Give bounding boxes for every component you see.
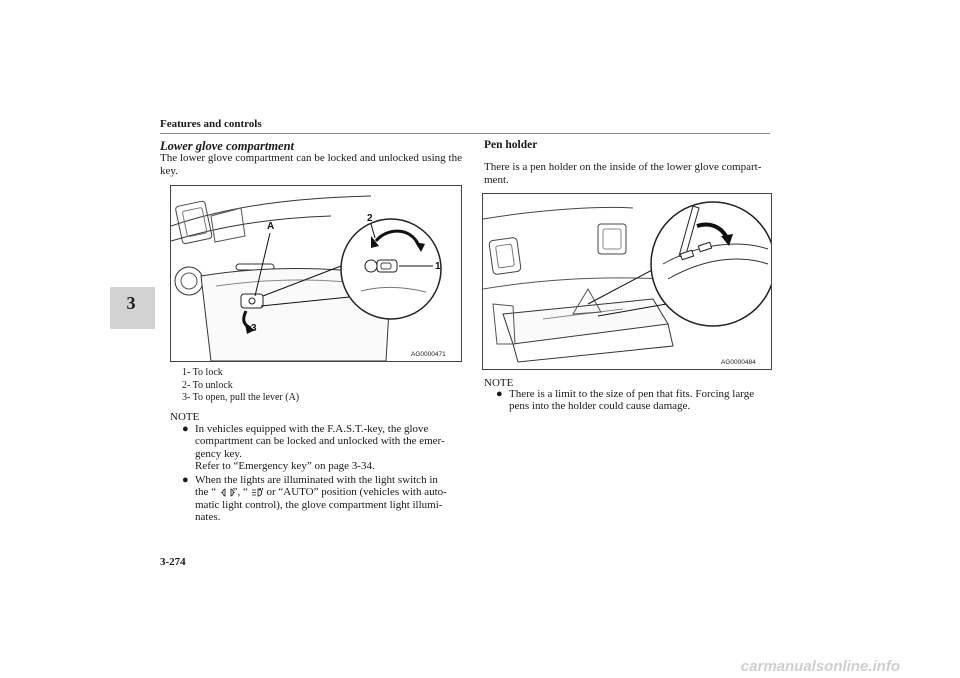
headlamp-icon	[252, 488, 264, 500]
note-label: NOTE	[170, 411, 200, 423]
running-header: Features and controls	[160, 118, 262, 130]
figure-code-471: AG0000471	[411, 351, 446, 358]
note-line: In vehicles equipped with the F.A.S.T.-key, the glove	[195, 423, 429, 435]
figure-lower-glove	[170, 185, 462, 362]
note-item	[182, 423, 462, 472]
intro-line: ment.	[484, 173, 509, 186]
chapter-tab-number: 3	[126, 293, 136, 313]
bullet-icon: ●	[182, 423, 189, 435]
note-line: There is a limit to the size of pen that fits. Forcing large	[509, 388, 755, 400]
illustration-glove-lock	[171, 186, 461, 361]
note-line: nates.	[195, 510, 221, 523]
callout-3: 3	[251, 323, 257, 334]
intro-line: There is a pen holder on the inside of the lower glove compart-	[484, 161, 762, 173]
note-line: pens into the holder could cause damage.	[509, 400, 691, 413]
note-item	[496, 388, 770, 413]
figure-pen-holder	[482, 193, 772, 370]
note-label: NOTE	[484, 377, 514, 389]
callout-2: 2	[367, 213, 373, 224]
note-line: Refer to “Emergency key” on page 3-34.	[195, 459, 375, 472]
legend-item: 2- To unlock	[182, 379, 233, 391]
legend-item: 3- To open, pull the lever (A)	[182, 392, 300, 403]
header-rule	[160, 133, 770, 134]
position-lamp-icon	[221, 488, 235, 500]
callout-a: A	[267, 221, 275, 232]
note-line-text: the “ ”, “ ” or “AUTO” position (vehicles with auto-	[195, 486, 447, 499]
illustration-pen-holder	[483, 194, 771, 369]
section-title-lower-glove: Lower glove compartment	[160, 139, 295, 153]
note-line	[195, 486, 462, 498]
bullet-icon: ●	[182, 474, 189, 486]
watermark: carmanualsonline.info	[740, 658, 900, 675]
intro-lower-glove: The lower glove compartment can be locked and unlocked using the key.	[160, 152, 462, 177]
note-line: gency key.	[195, 447, 242, 460]
figure-code-484: AG0000484	[721, 359, 756, 366]
note-line: matic light control), the glove compartment light illumi-	[195, 498, 443, 511]
figure-legend	[182, 367, 299, 405]
intro-pen-holder	[484, 161, 770, 186]
note-line: When the lights are illuminated with the light switch in	[195, 474, 438, 486]
page-number: 3-274	[160, 556, 186, 568]
section-title-pen-holder: Pen holder	[484, 139, 538, 151]
note-line: compartment can be locked and unlocked with the emer-	[195, 435, 445, 448]
callout-1: 1	[435, 261, 441, 272]
legend-item: 1- To lock	[182, 367, 223, 378]
note-item	[182, 474, 462, 523]
bullet-icon: ●	[496, 388, 503, 400]
